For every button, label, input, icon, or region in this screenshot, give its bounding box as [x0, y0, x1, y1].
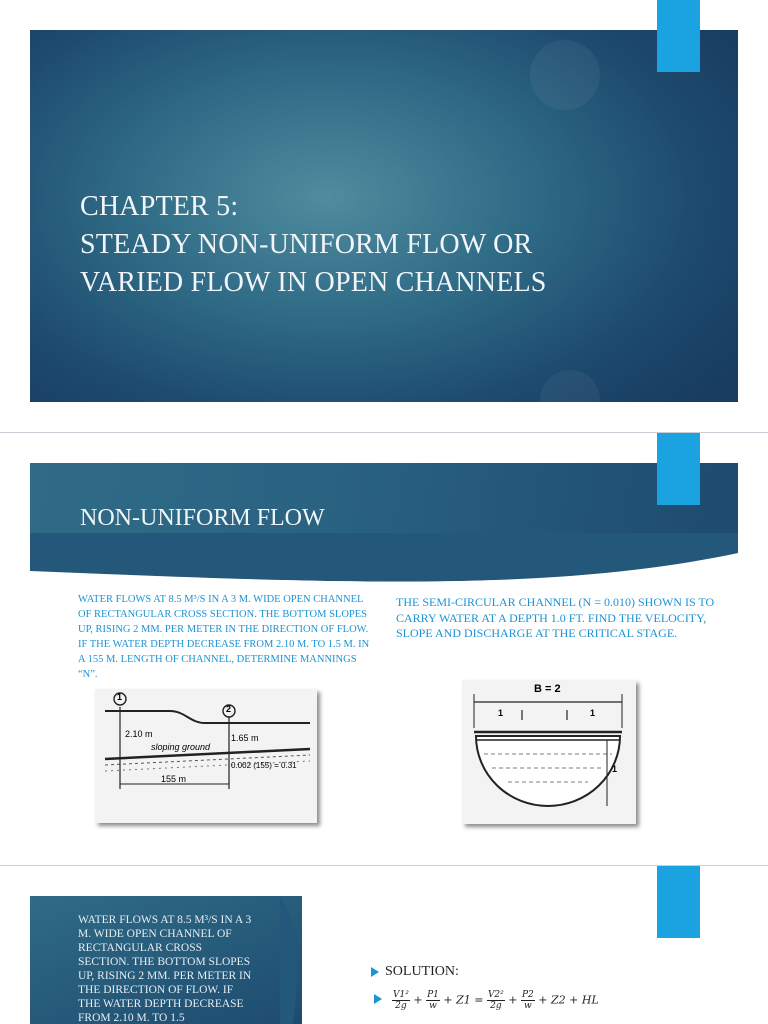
solution-slide [0, 866, 768, 1024]
title-line: VARIED FLOW IN OPEN CHANNELS [80, 267, 547, 298]
panel-curve [280, 896, 310, 1024]
accent-tab [657, 866, 700, 938]
length-label: 155 m [161, 774, 187, 784]
depth-2-label: 1.65 m [231, 733, 259, 743]
section-marker-1: 1 [117, 692, 123, 702]
fraction [426, 990, 440, 1011]
title-line: STEADY NON-UNIFORM FLOW OR [80, 229, 533, 260]
energy-equation: $\frac{\text{V1²}}{2g}$ + $\frac{P1}{w}$ + Z1 = $\frac{\text{V2²}}{2g}$ + $\frac{P2}{w}$ + Z2 + HL [393, 990, 599, 1011]
equation-term: + Z2 + HL [538, 993, 599, 1007]
rise-label: 0.002 (155) = 0.31 [231, 761, 297, 770]
depth-1-label: 2.10 m [125, 729, 153, 739]
denominator: 2g [490, 1001, 502, 1011]
accent-tab [657, 0, 700, 72]
fraction [392, 990, 410, 1011]
band-curve [30, 533, 738, 593]
slide-title [80, 188, 547, 302]
width-label: B = 2 [534, 683, 561, 695]
dimension-label: 1 [498, 708, 504, 718]
bullet-arrow-icon [374, 994, 382, 1004]
problem-1-text: WATER FLOWS AT 8.5 M³/S IN A 3 M. WIDE OPEN CHANNEL OF RECTANGULAR CROSS SECTION. THE BOTTOM SLOPES UP, RISING 2 MM. PER METER IN THE DIRECTION OF FLOW. IF THE WATER DEPTH DECREASE FROM 2.10 M. TO 1.5 M. IN A 155 M. LENGTH OF CHANNEL, DETERMINE MANNINGS “N”. [78, 594, 370, 680]
accent-tab [657, 433, 700, 505]
fraction [521, 990, 535, 1011]
denominator: w [524, 1001, 532, 1011]
numerator: V2² [487, 990, 504, 1000]
channel-profile-drawing [95, 689, 317, 823]
title-slide [0, 0, 768, 432]
denominator: 2g [395, 1001, 407, 1011]
non-uniform-flow-slide [0, 433, 768, 865]
denominator: w [429, 1001, 437, 1011]
ground-label: sloping ground [151, 742, 211, 752]
decor-bubble [540, 370, 600, 430]
section-marker-2: 2 [226, 704, 232, 714]
semicircular-channel-drawing [462, 680, 636, 824]
dimension-label: 1 [590, 708, 596, 718]
depth-dimension-label: 1 [612, 764, 618, 774]
problem-2-text: THE SEMI-CIRCULAR CHANNEL (N = 0.010) SHOWN IS TO CARRY WATER AT A DEPTH 1.0 FT. FIND THE VELOCITY, SLOPE AND DISCHARGE AT THE CRITICAL STAGE. [396, 595, 715, 640]
numerator: V1² [393, 990, 409, 1000]
solution-label: SOLUTION: [385, 964, 459, 979]
numerator: P2 [522, 990, 534, 1000]
equation-term: + Z1 = [443, 993, 484, 1007]
slide-heading: NON-UNIFORM FLOW [80, 505, 325, 531]
decor-bubble [530, 40, 600, 110]
semicircular-channel-figure [462, 680, 636, 824]
title-line: CHAPTER 5: [80, 191, 239, 222]
channel-profile-figure [95, 689, 317, 823]
problem-text: WATER FLOWS AT 8.5 M³/S IN A 3 M. WIDE OPEN CHANNEL OF RECTANGULAR CROSS SECTION. THE BOTTOM SLOPES UP, RISING 2 MM. PER METER IN THE DIRECTION OF FLOW. IF THE WATER DEPTH DECREASE FROM 2.10 M. TO 1.5 [78, 914, 252, 1024]
bullet-arrow-icon [371, 967, 379, 977]
numerator: P1 [427, 990, 439, 1000]
fraction [487, 990, 505, 1011]
